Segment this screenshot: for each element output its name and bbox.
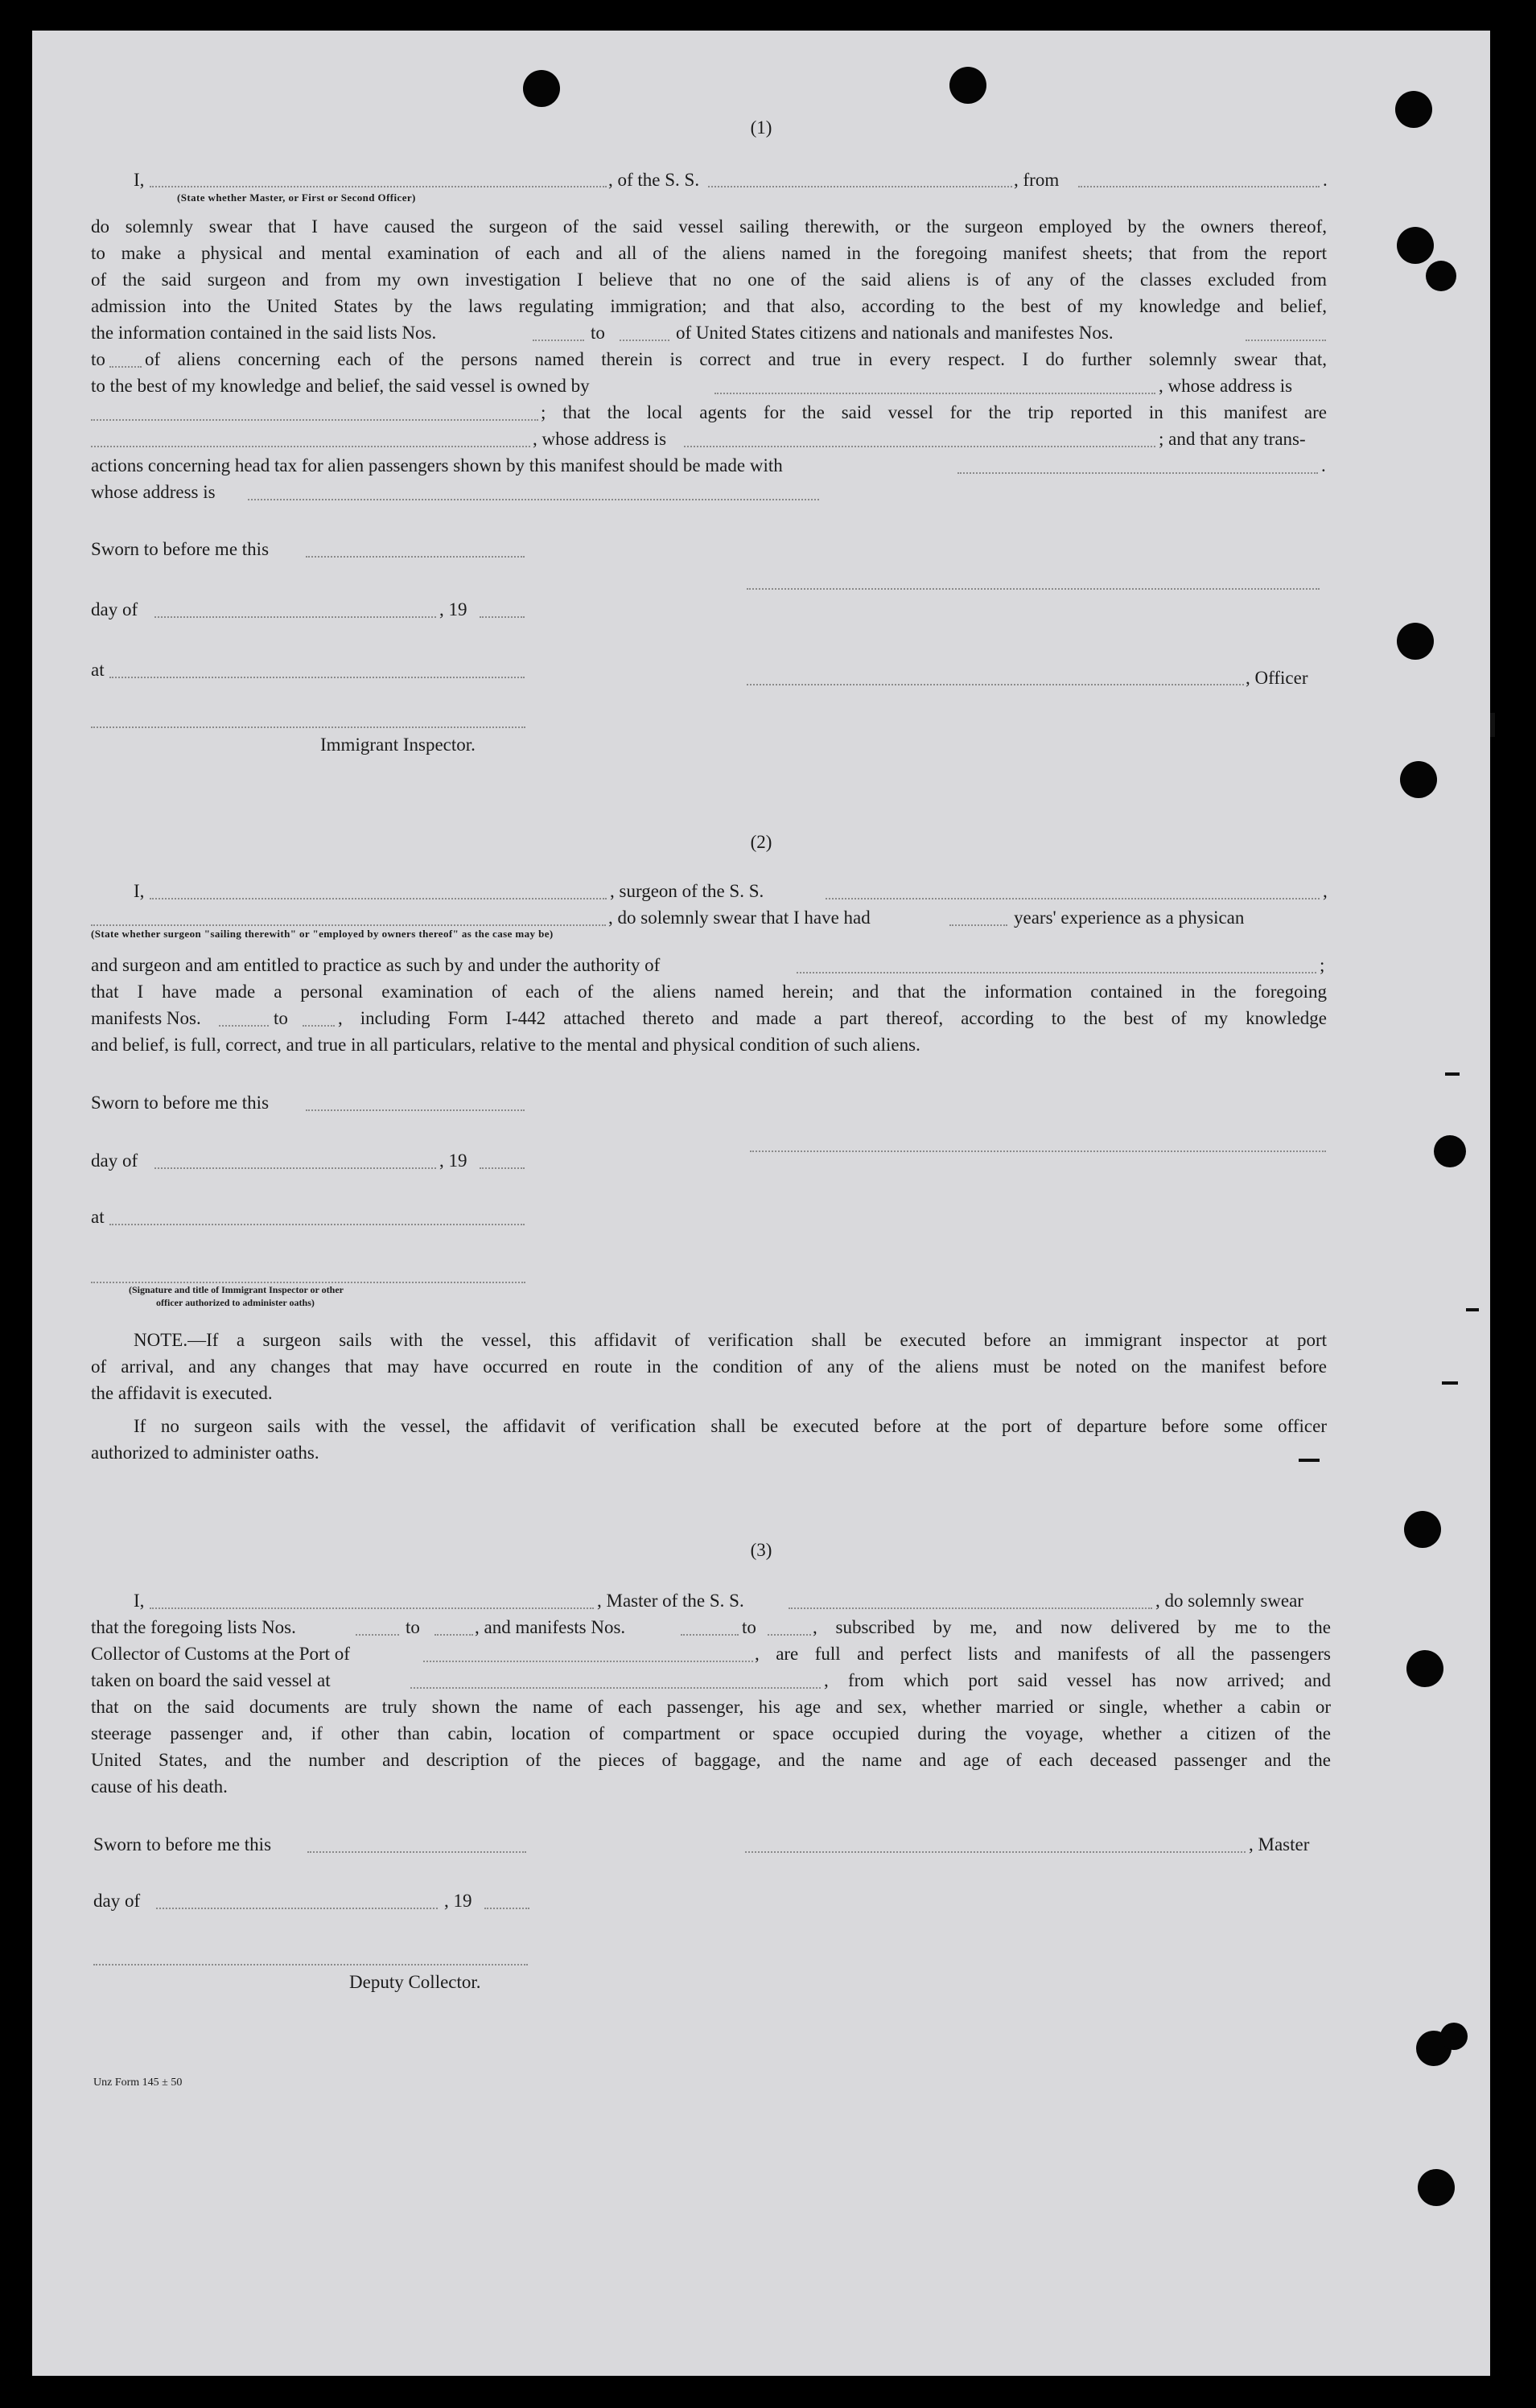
para-line: . — [1321, 455, 1326, 475]
year-label: , 19 — [444, 1891, 472, 1911]
punch-hole — [1440, 2023, 1468, 2050]
para-line: to — [406, 1617, 420, 1637]
para-line: to — [742, 1617, 756, 1637]
para-line: whose address is — [91, 482, 216, 502]
punch-hole — [949, 67, 986, 104]
punch-hole — [1406, 1650, 1443, 1687]
para-line: , and manifests Nos. — [475, 1617, 626, 1637]
para-line: to make a physical and mental examination of each and all of the aliens named in the foregoing manifest sheets; that from the report — [91, 243, 1327, 263]
master-label: , Master — [1249, 1834, 1310, 1854]
punch-hole — [1426, 261, 1456, 291]
year-label: , 19 — [439, 1150, 467, 1171]
swear-text: , do solemnly swear that I have had — [608, 908, 871, 928]
note-line: of arrival, and any changes that may have occurred en route in the condition of any of the aliens must be noted on the manifest before — [91, 1356, 1327, 1377]
sworn-label: Sworn to before me this — [91, 1093, 270, 1113]
text-swear: , do solemnly swear — [1155, 1591, 1303, 1611]
para-line: , whose address is — [1159, 376, 1293, 396]
day-of-label: day of — [93, 1891, 141, 1911]
text-i: I, — [134, 1591, 145, 1611]
para-line: that the foregoing lists Nos. — [91, 1617, 296, 1637]
sworn-label: Sworn to before me this — [93, 1834, 272, 1854]
ink-mark — [1490, 713, 1495, 737]
para-line: , from which port said vessel has now arrived; and — [824, 1670, 1331, 1690]
para-line: manifests Nos. — [91, 1008, 201, 1028]
para-line: United States, and the number and description of the pieces of baggage, and the name and age of each deceased passenger and the — [91, 1750, 1331, 1770]
day-of-label: day of — [91, 599, 138, 619]
para-line: ; that the local agents for the said vessel for the trip reported in this manifest are — [541, 402, 1327, 422]
note-line: If no surgeon sails with the vessel, the affidavit of verification shall be executed before at the port of departure before some officer — [134, 1416, 1327, 1436]
para-line: , subscribed by me, and now delivered by me to the — [813, 1617, 1331, 1637]
text-master-ss: , Master of the S. S. — [597, 1591, 744, 1611]
para-line: actions concerning head tax for alien passengers shown by this manifest should be made with — [91, 455, 783, 475]
para-line: and surgeon and am entitled to practice as such by and under the authority of — [91, 955, 661, 975]
para-line: ; — [1320, 955, 1325, 975]
para-line: to the best of my knowledge and belief, the said vessel is owned by — [91, 376, 590, 396]
ink-mark — [1445, 1072, 1460, 1076]
para-line: ; and that any trans- — [1159, 429, 1306, 449]
punch-hole — [1400, 761, 1437, 798]
text-i: I, — [134, 170, 145, 190]
text-period: . — [1323, 170, 1328, 190]
para-line: admission into the United States by the laws regulating immigration; and that also, according to the best of my knowledge and belief, — [91, 296, 1327, 316]
punch-hole — [523, 70, 560, 107]
para-line: to — [591, 323, 605, 343]
year-label: , 19 — [439, 599, 467, 619]
note-line: authorized to administer oaths. — [91, 1443, 319, 1463]
para-line: to — [274, 1008, 288, 1028]
at-label: at — [91, 1207, 105, 1227]
text-surgeon: , surgeon of the S. S. — [610, 881, 764, 901]
ink-mark — [1442, 1381, 1458, 1385]
section-number: (3) — [750, 1540, 772, 1560]
para-line: the information contained in the said lists Nos. — [91, 323, 437, 343]
form-page — [32, 31, 1490, 2376]
text-i: I, — [134, 881, 145, 901]
day-of-label: day of — [91, 1150, 138, 1171]
para-line: do solemnly swear that I have caused the surgeon of the said vessel sailing therewith, or the surgeon employed by the owners thereof, — [91, 216, 1327, 237]
para-line: of aliens concerning each of the persons named therein is correct and true in every respect. I do further solemnly swear that, — [145, 349, 1327, 369]
para-line: of the said surgeon and from my own investigation I believe that no one of the said aliens is of any of the classes excluded from — [91, 270, 1327, 290]
punch-hole — [1418, 2169, 1455, 2206]
note-line: the affidavit is executed. — [91, 1383, 273, 1403]
sworn-label: Sworn to before me this — [91, 539, 270, 559]
form-number: Unz Form 145 ± 50 — [93, 2077, 183, 2089]
section-number: (2) — [750, 832, 772, 852]
para-line: Collector of Customs at the Port of — [91, 1644, 350, 1664]
para-line: and belief, is full, correct, and true in all particulars, relative to the mental and physical condition of such aliens. — [91, 1035, 920, 1055]
text-of-ss: , of the S. S. — [608, 170, 700, 190]
officer-label: , Officer — [1246, 668, 1308, 688]
para-line: that I have made a personal examination of each of the aliens named herein; and that the information contained in the foregoing — [91, 982, 1327, 1002]
para-line: cause of his death. — [91, 1776, 228, 1797]
caption-signature: (Signature and title of Immigrant Inspector or other — [129, 1284, 344, 1295]
at-label: at — [91, 660, 105, 680]
para-line: taken on board the said vessel at — [91, 1670, 331, 1690]
note-line: NOTE.—If a surgeon sails with the vessel, this affidavit of verification shall be executed before an immigrant inspector at port — [134, 1330, 1327, 1350]
text-comma: , — [1323, 881, 1328, 901]
ink-mark — [1466, 1308, 1479, 1311]
ink-mark — [1299, 1459, 1320, 1462]
para-line: that on the said documents are truly shown the name of each passenger, his age and sex, whether married or single, whether a cabin or — [91, 1697, 1331, 1717]
para-line: steerage passenger and, if other than cabin, location of compartment or space occupied during the voyage, whether a citizen of the — [91, 1723, 1331, 1743]
punch-hole — [1434, 1135, 1466, 1167]
caption-surgeon: (State whether surgeon "sailing therewith" or "employed by owners thereof" as the case may be) — [91, 928, 554, 940]
para-line: of United States citizens and nationals and manifestes Nos. — [676, 323, 1114, 343]
caption-signature: officer authorized to administer oaths) — [156, 1297, 315, 1308]
years-text: years' experience as a physican — [1014, 908, 1245, 928]
para-line: , are full and perfect lists and manifests of all the passengers — [755, 1644, 1331, 1664]
text-from: , from — [1014, 170, 1060, 190]
caption-officer: (State whether Master, or First or Second Officer) — [177, 191, 416, 204]
para-line: , whose address is — [533, 429, 667, 449]
section-number: (1) — [750, 117, 772, 138]
punch-hole — [1397, 623, 1434, 660]
punch-hole — [1397, 227, 1434, 264]
inspector-label: Immigrant Inspector. — [320, 735, 476, 755]
para-line: , including Form I-442 attached thereto and made a part thereof, according to the best of my knowledge — [338, 1008, 1327, 1028]
para-line: to — [91, 349, 105, 369]
deputy-label: Deputy Collector. — [349, 1972, 481, 1992]
